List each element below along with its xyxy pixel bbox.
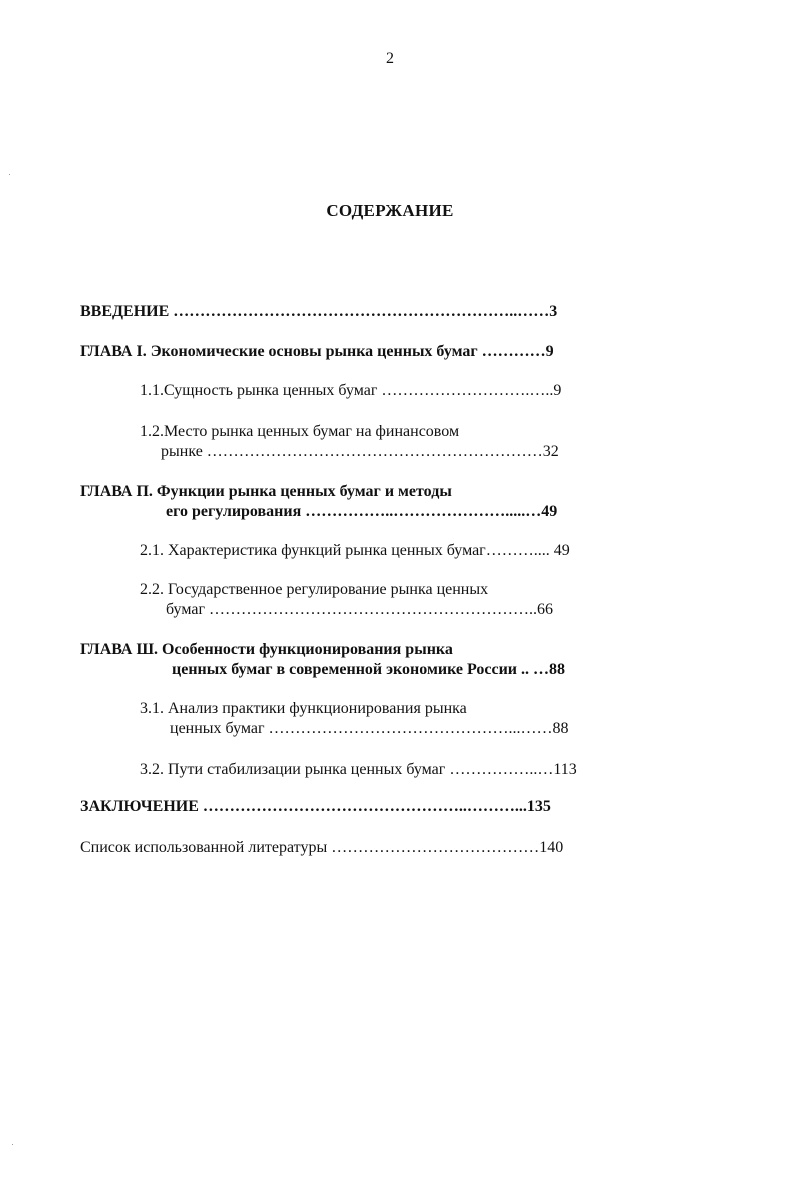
toc-entry-chapter-2-line-2: его регулирования ……………..………………….....…49 xyxy=(166,503,558,520)
toc-entry-section-3-1-line-2: ценных бумаг ………………………………………...……88 xyxy=(170,720,569,737)
page-title: СОДЕРЖАНИЕ xyxy=(326,201,454,220)
toc-entry-conclusion: ЗАКЛЮЧЕНИЕ …………………………………………..………...135 xyxy=(80,798,551,815)
toc-entry-chapter-3-line-2: ценных бумаг в современной экономике России .. …88 xyxy=(172,661,566,678)
scan-speck xyxy=(9,174,10,175)
toc-entry-chapter-1: ГЛАВА I. Экономические основы рынка ценных бумаг …………9 xyxy=(80,343,554,360)
toc-entry-section-2-1: 2.1. Характеристика функций рынка ценных бумаг……….... 49 xyxy=(140,542,570,559)
toc-entry-intro: ВВЕДЕНИЕ ………………………………………………………..……3 xyxy=(80,303,558,320)
scan-speck xyxy=(12,1144,13,1145)
toc-entry-section-1-2-line-2: рынке ………………………………………………………32 xyxy=(161,443,559,460)
toc-entry-chapter-2-line-1: ГЛАВА П. Функции рынка ценных бумаг и методы xyxy=(80,483,452,500)
toc-entry-section-3-1-line-1: 3.1. Анализ практики функционирования рынка xyxy=(140,700,467,717)
toc-entry-section-2-2-line-1: 2.2. Государственное регулирование рынка ценных xyxy=(140,581,489,598)
toc-entry-section-2-2-line-2: бумаг ……………………………………………………..66 xyxy=(166,601,553,618)
toc-entry-section-1-1: 1.1.Сущность рынка ценных бумаг ……………………….…..9 xyxy=(140,382,562,399)
page-number: 2 xyxy=(386,50,394,67)
toc-entry-section-1-2-line-1: 1.2.Место рынка ценных бумаг на финансовом xyxy=(140,423,460,440)
toc-entry-section-3-2: 3.2. Пути стабилизации рынка ценных бумаг ……………..…113 xyxy=(140,761,577,778)
toc-entry-chapter-3-line-1: ГЛАВА Ш. Особенности функционирования рынка xyxy=(80,641,453,658)
toc-entry-references: Список использованной литературы …………………………………140 xyxy=(80,839,564,856)
